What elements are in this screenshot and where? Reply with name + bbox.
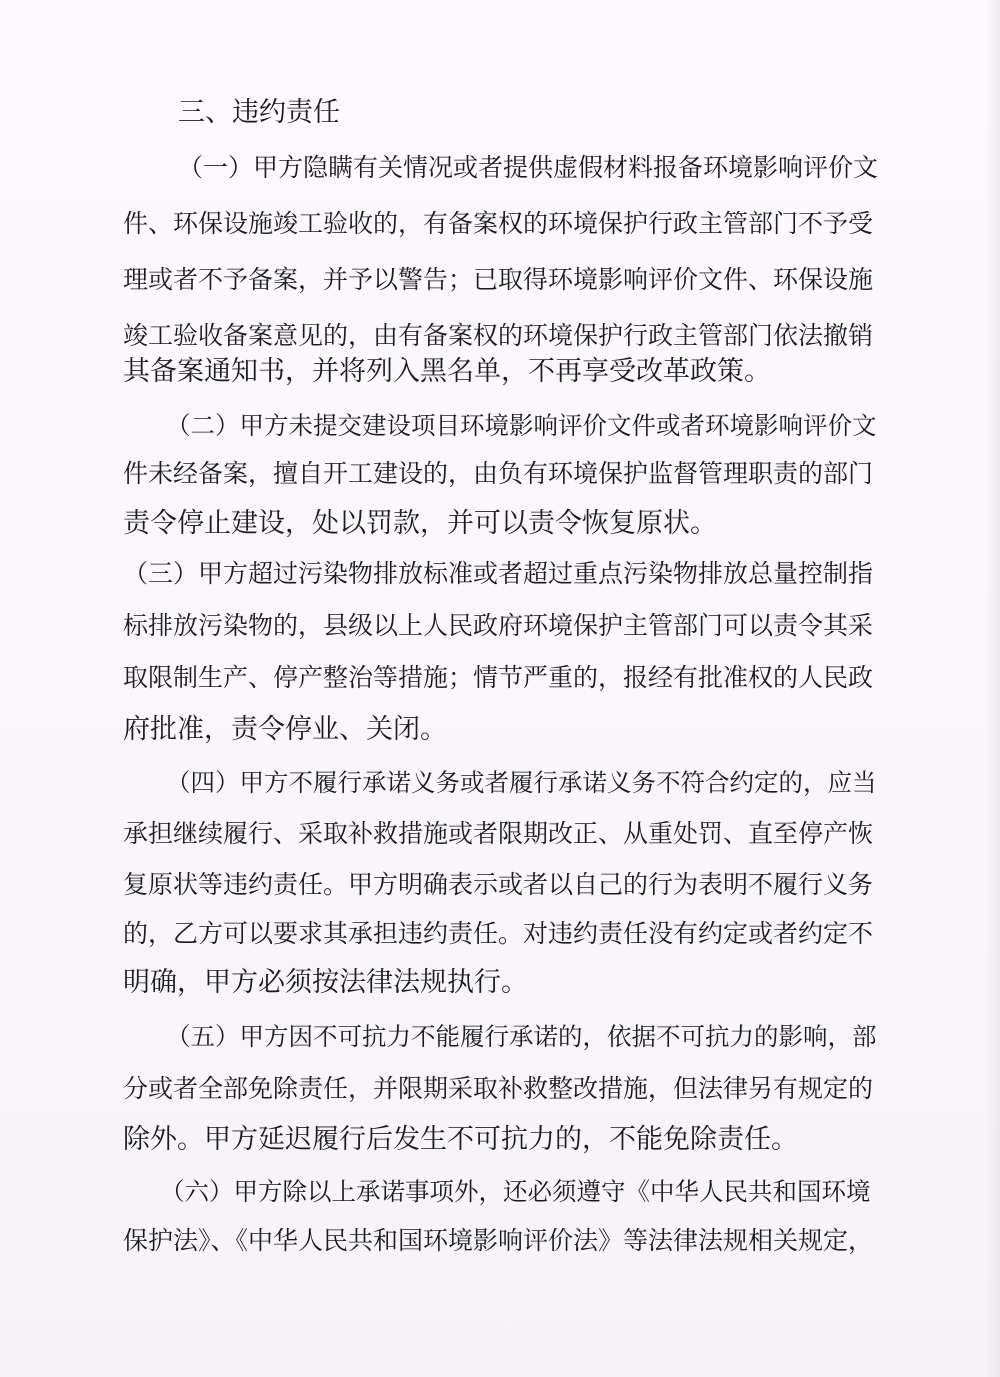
clause-1-line-3: 理或者不予备案，并予以警告；已取得环境影响评价文件、环保设施 xyxy=(123,265,874,294)
clause-6-line-1: （六）甲方除以上承诺事项外，还必须遵守《中华人民共和国环境 xyxy=(160,1177,871,1206)
clause-3-line-4: 府批准，责令停业、关闭。 xyxy=(123,714,447,745)
clause-2-line-2: 件未经备案，擅自开工建设的，由负有环境保护监督管理职责的部门 xyxy=(123,459,874,488)
clause-1-line-1: （一）甲方隐瞒有关情况或者提供虚假材料报备环境影响评价文 xyxy=(178,153,879,182)
clause-2-line-3: 责令停止建设，处以罚款，并可以责令恢复原状。 xyxy=(123,508,717,539)
clause-5-line-2: 分或者全部免除责任，并限期采取补救整改措施，但法律另有规定的 xyxy=(123,1074,874,1103)
clause-6-line-2: 保护法》、《中华人民共和国环境影响评价法》等法律法规相关规定， xyxy=(123,1226,874,1255)
clause-4-line-5: 明确，甲方必须按法律法规执行。 xyxy=(123,967,528,998)
section-heading: 三、违约责任 xyxy=(178,97,340,128)
clause-4-line-1: （四）甲方不履行承诺义务或者履行承诺义务不符合约定的，应当 xyxy=(166,768,877,797)
clause-4-line-2: 承担继续履行、采取补救措施或者限期改正、从重处罚、直至停产恢 xyxy=(123,819,874,848)
clause-5-line-1: （五）甲方因不可抗力不能履行承诺的，依据不可抗力的影响，部 xyxy=(166,1022,877,1051)
clause-5-line-3: 除外。甲方延迟履行后发生不可抗力的，不能免除责任。 xyxy=(123,1124,798,1155)
clause-2-line-1: （二）甲方未提交建设项目环境影响评价文件或者环境影响评价文 xyxy=(166,411,877,440)
clause-1-line-4: 竣工验收备案意见的，由有备案权的环境保护行政主管部门依法撤销 xyxy=(123,321,874,350)
page-edge-shadow xyxy=(986,0,1000,1377)
clause-4-line-4: 的，乙方可以要求其承担违约责任。对违约责任没有约定或者约定不 xyxy=(123,919,874,948)
clause-1-line-5: 其备案通知书，并将列入黑名单，不再享受改革政策。 xyxy=(123,356,771,387)
clause-1-line-2: 件、环保设施竣工验收的，有备案权的环境保护行政主管部门不予受 xyxy=(123,209,874,238)
clause-3-line-2: 标排放污染物的，县级以上人民政府环境保护主管部门可以责令其采 xyxy=(123,611,874,640)
clause-4-line-3: 复原状等违约责任。甲方明确表示或者以自己的行为表明不履行义务 xyxy=(123,870,874,899)
clause-3-line-3: 取限制生产、停产整治等措施；情节严重的，报经有批准权的人民政 xyxy=(123,663,874,692)
clause-3-line-1: （三）甲方超过污染物排放标准或者超过重点污染物排放总量控制指 xyxy=(123,559,874,588)
